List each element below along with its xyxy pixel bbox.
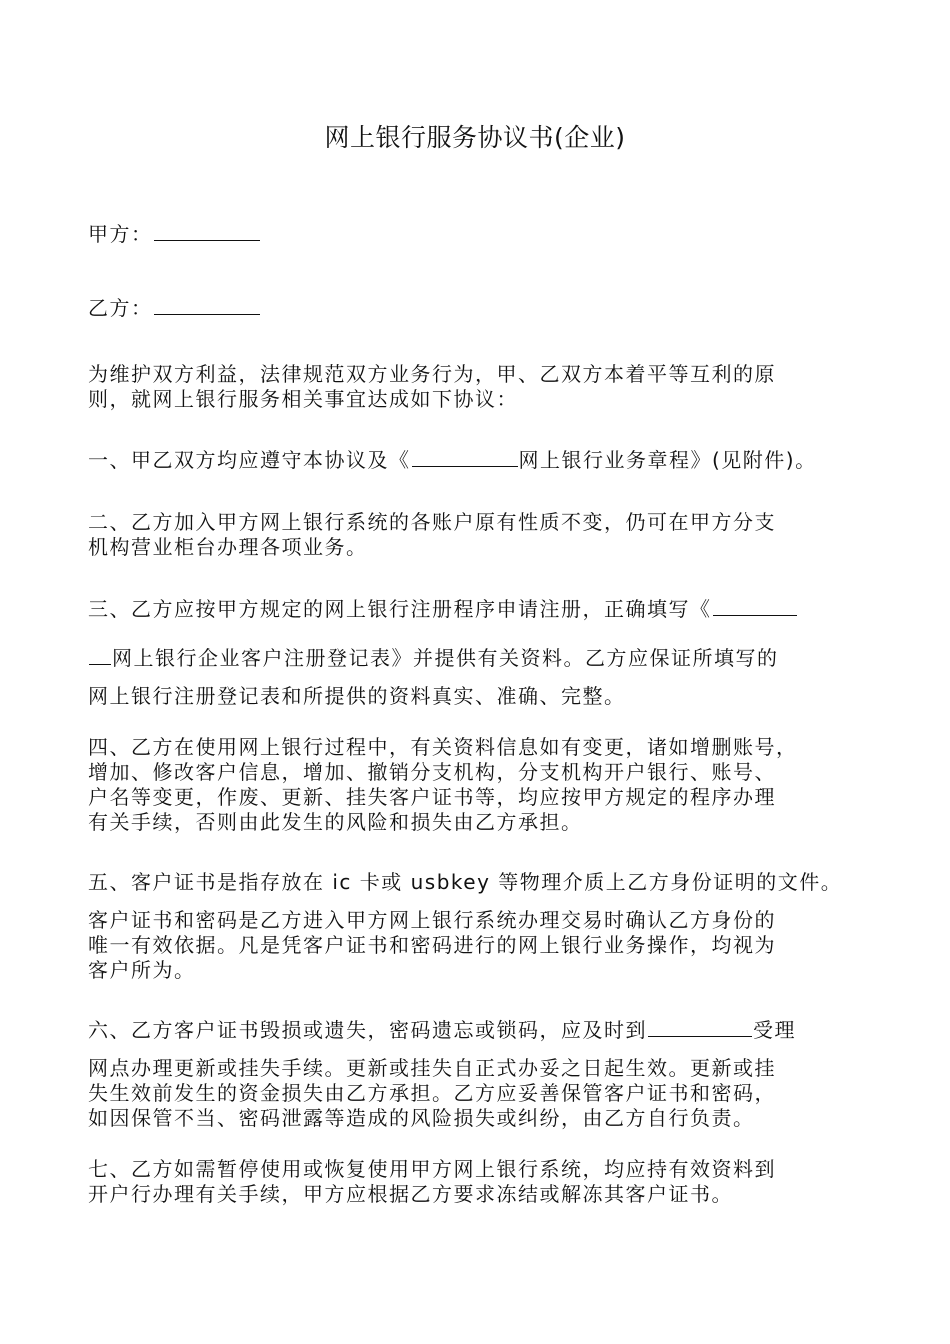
clause-6-line-1 [88, 1018, 878, 1043]
clause-3-blank-a [713, 597, 797, 616]
clause-1-text-post: 网上银行业务章程》(见附件)。 [518, 448, 817, 472]
party-b-label: 乙方： [88, 296, 153, 320]
document-title: 网上银行服务协议书(企业) [324, 123, 626, 152]
party-a-line [88, 222, 878, 247]
clause-6-blank [648, 1018, 752, 1037]
clause-1-text-pre: 一、甲乙双方均应遵守本协议及《 [88, 448, 411, 472]
clause-6-text-post: 受理 [753, 1018, 796, 1042]
clause-3-text-2: 网上银行企业客户注册登记表》并提供有关资料。乙方应保证所填写的 [112, 646, 779, 670]
clause-2: 二、乙方加入甲方网上银行系统的各账户原有性质不变，仍可在甲方分支 机构营业柜台办理各项业务。 [88, 510, 776, 559]
clause-3-line-2 [88, 646, 878, 671]
clause-6-continuation: 网点办理更新或挂失手续。更新或挂失自正式办妥之日起生效。更新或挂 失生效前发生的资金损失由乙方承担。乙方应妥善保管客户证书和密码， 如因保管不当、密码泄露等造成的风险损失或纠纷，由乙方自行负责。 [88, 1056, 776, 1130]
clause-6-text-pre: 六、乙方客户证书毁损或遗失，密码遗忘或锁码，应及时到 [88, 1018, 647, 1042]
clause-1-blank [412, 448, 518, 467]
intro-paragraph: 为维护双方利益，法律规范双方业务行为，甲、乙双方本着平等互利的原 则，就网上银行服务相关事宜达成如下协议： [88, 362, 776, 411]
clause-5-line-1: 五、客户证书是指存放在 ic 卡或 usbkey 等物理介质上乙方身份证明的文件。 [88, 870, 843, 894]
clause-3-text-1: 三、乙方应按甲方规定的网上银行注册程序申请注册，正确填写《 [88, 597, 712, 621]
clause-5-continuation: 客户证书和密码是乙方进入甲方网上银行系统办理交易时确认乙方身份的 唯一有效依据。凡是凭客户证书和密码进行的网上银行业务操作，均视为 客户所为。 [88, 908, 776, 982]
party-a-label: 甲方： [88, 222, 153, 246]
clause-3-blank-b [89, 646, 111, 665]
party-b-line [88, 296, 878, 321]
clause-3-line-3: 网上银行注册登记表和所提供的资料真实、准确、完整。 [88, 684, 626, 708]
party-b-blank [154, 296, 260, 315]
clause-4: 四、乙方在使用网上银行过程中，有关资料信息如有变更，诸如增删账号， 增加、修改客户信息，增加、撤销分支机构，分支机构开户银行、账号、 户名等变更，作废、更新、挂失客户证书等，均应按甲方规定的程序办理 有关手续，否则由此发生的风险和损失由乙方承担。 [88, 735, 798, 834]
clause-7: 七、乙方如需暂停使用或恢复使用甲方网上银行系统，均应持有效资料到 开户行办理有关手续，甲方应根据乙方要求冻结或解冻其客户证书。 [88, 1157, 776, 1206]
clause-1 [88, 448, 878, 473]
party-a-blank [154, 222, 260, 241]
clause-3-line-1 [88, 597, 878, 622]
